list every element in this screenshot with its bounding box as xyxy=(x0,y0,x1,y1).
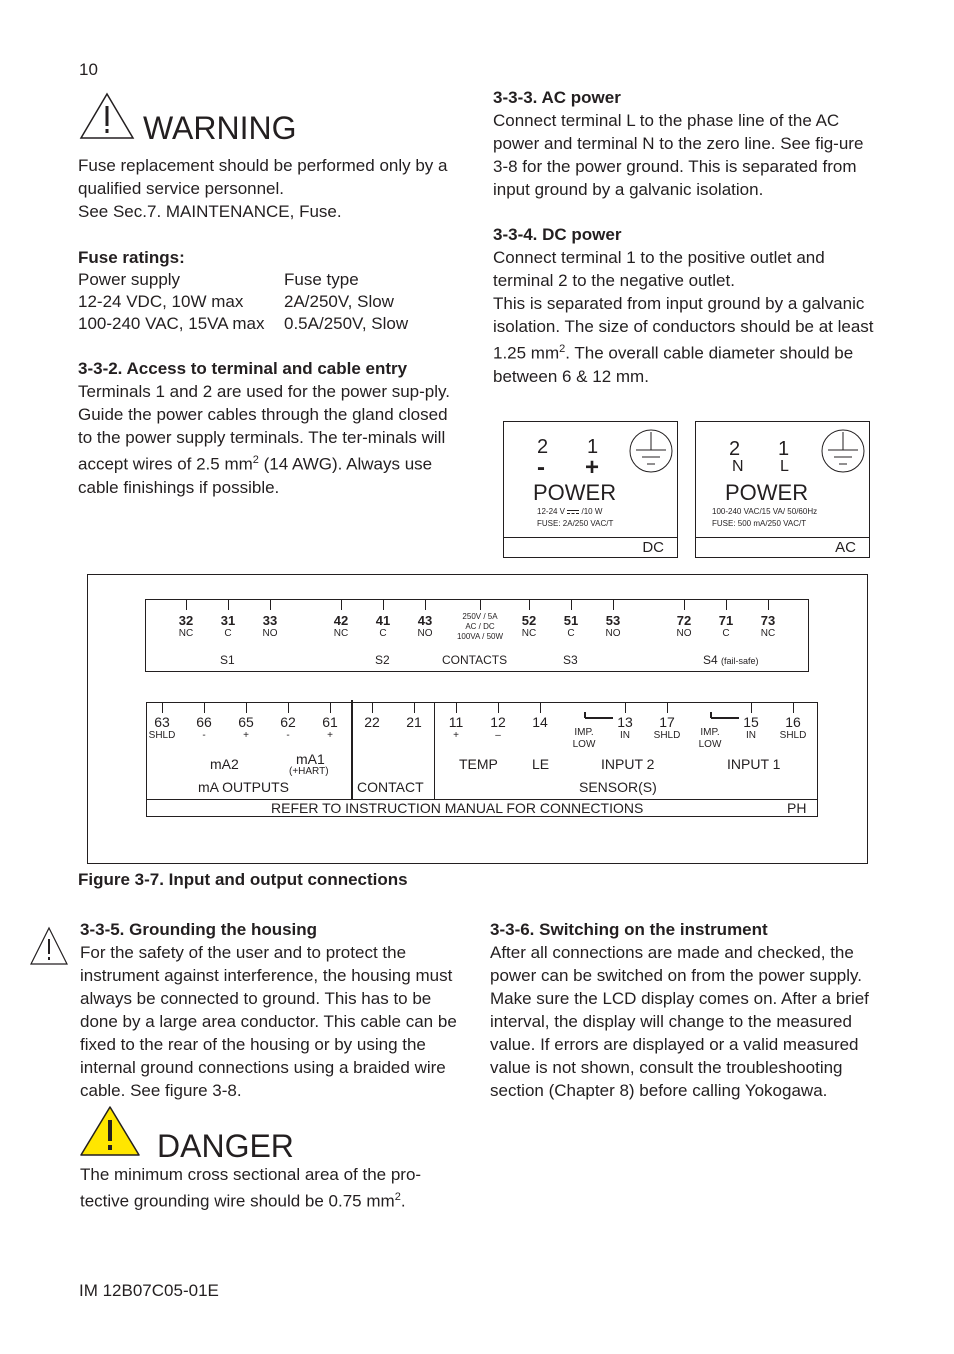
s332-text-a: Terminals 1 and 2 are used for the power sup-ply. Guide the power cables through the gland closed to the power supply terminals. The ter-minals will accept wires of 2.5 mm xyxy=(78,382,450,474)
refer-label: REFER TO INSTRUCTION MANUAL FOR CONNECTIONS xyxy=(271,800,644,816)
dc-label: DC xyxy=(642,539,664,556)
input2-imp-low xyxy=(569,727,599,751)
imp-label: IMP. xyxy=(700,727,720,738)
relay-s2: S2 xyxy=(375,653,390,667)
s334-heading: 3-3-4. DC power xyxy=(493,225,622,244)
io-terminal-number: 13 xyxy=(617,714,633,730)
ac-terminal-1: 1 xyxy=(778,438,790,460)
io-terminal-label: - xyxy=(202,730,206,741)
io-terminal xyxy=(476,714,520,741)
io-terminal-label: SHLD xyxy=(148,730,176,741)
io-terminal-number: 12 xyxy=(490,714,506,730)
dc-terminal-2: 2 xyxy=(537,436,549,458)
io-terminal xyxy=(392,714,436,730)
relay-terminal-label: NO xyxy=(262,628,278,639)
ma2-label: mA2 xyxy=(210,756,239,772)
dc-terminal-1: 1 xyxy=(587,436,599,458)
superscript: 2 xyxy=(394,1191,401,1203)
relay-terminal xyxy=(405,613,445,639)
dc-spec xyxy=(537,507,602,517)
fuse-header-type: Fuse type xyxy=(284,270,359,289)
relay-terminal-label: NO xyxy=(417,628,433,639)
fuse-cell: 12-24 VDC, 10W max xyxy=(78,292,244,311)
io-terminal xyxy=(350,714,394,730)
table-row xyxy=(78,291,408,313)
dc-spec-watt: /10 W xyxy=(579,507,603,516)
contact-label: CONTACT xyxy=(357,779,424,795)
s333-text: Connect terminal L to the phase line of the AC power and terminal N to the zero line. See fig-ure 3-8 for the power ground. This is separated from input ground by a galvanic isolation. xyxy=(493,111,864,199)
ac-neutral: N xyxy=(732,458,744,475)
relay-terminal-number: 41 xyxy=(375,613,391,628)
relay-terminal-number: 42 xyxy=(333,613,349,628)
relay-terminal-label: C xyxy=(224,628,232,639)
relay-terminal-label: C xyxy=(379,628,387,639)
fuse-cell: 100-240 VAC, 15VA max xyxy=(78,314,265,333)
danger-triangle-icon xyxy=(79,1105,141,1157)
ac-power-title: POWER xyxy=(725,480,809,505)
warning-see: See Sec.7. MAINTENANCE, Fuse. xyxy=(78,202,342,221)
s334-text2 xyxy=(493,292,878,388)
io-terminal-number: 66 xyxy=(196,714,212,730)
fuse-heading: Fuse ratings: xyxy=(78,248,185,267)
io-terminal xyxy=(308,714,352,741)
low-label: LOW xyxy=(572,739,596,750)
io-terminal-number: 63 xyxy=(154,714,170,730)
relay-terminal-number: 53 xyxy=(605,613,621,628)
relay-terminal-label: NO xyxy=(605,628,621,639)
io-terminal-label: – xyxy=(495,730,501,741)
relay-s3: S3 xyxy=(563,653,578,667)
s336-heading: 3-3-6. Switching on the instrument xyxy=(490,920,768,939)
dc-spec-voltage: 12-24 V xyxy=(537,507,566,516)
temp-label: TEMP xyxy=(459,756,498,772)
s333-heading: 3-3-3. AC power xyxy=(493,88,621,107)
relay-terminal-number: 72 xyxy=(676,613,692,628)
relay-terminal-number: 43 xyxy=(417,613,433,628)
io-terminal-number: 61 xyxy=(322,714,338,730)
io-terminal xyxy=(182,714,226,741)
io-terminal-number: 14 xyxy=(532,714,548,730)
relay-rating-line: 250V / 5A xyxy=(462,612,498,621)
fuse-cell: 0.5A/250V, Slow xyxy=(284,314,409,333)
fuse-header-supply: Power supply xyxy=(78,270,181,289)
ma-outputs-label: mA OUTPUTS xyxy=(198,779,290,795)
ma1-label: mA1 xyxy=(296,751,325,767)
io-terminal-number: 16 xyxy=(785,714,801,730)
relay-terminal-label: NC xyxy=(521,628,537,639)
le-label: LE xyxy=(532,756,550,772)
s336-text: After all connections are made and checked, the power can be switched on from the power supply. Make sure the LCD display comes on. After a brief interval, the display will change to the measured value. If errors are displayed or a valid measured value is not shown, consult the troubleshooting section (Chapter 8) before calling Yokogawa. xyxy=(490,943,869,1100)
ac-fuse: FUSE: 500 mA/250 VAC/T xyxy=(712,519,807,528)
s335-text: For the safety of the user and to protect the instrument against interference, the housing must always be connected to ground. This has to be done by a large area conductor. This cable can be fixed to the rear of the housing or by using the internal ground connections using a braided wire cable. See figure 3-8. xyxy=(80,943,457,1100)
io-terminal-number: 21 xyxy=(406,714,422,730)
relay-terminal-number: 52 xyxy=(521,613,537,628)
dc-power-title: POWER xyxy=(533,480,617,505)
relay-terminal-label: NC xyxy=(178,628,194,639)
io-terminal-label: IN xyxy=(620,730,630,741)
danger-text xyxy=(80,1163,465,1213)
relay-rating xyxy=(446,612,514,642)
superscript: 2 xyxy=(252,454,259,466)
low-label: LOW xyxy=(698,739,722,750)
relay-terminal xyxy=(321,613,361,639)
danger-text-b: . xyxy=(400,1191,406,1211)
io-terminal-label: + xyxy=(327,730,333,741)
dc-plus: + xyxy=(585,454,600,481)
relay-terminal-number: 51 xyxy=(563,613,579,628)
relay-terminal-label: C xyxy=(567,628,575,639)
relay-terminal xyxy=(250,613,290,639)
relay-s4-label: S4 xyxy=(703,653,718,667)
superscript: 2 xyxy=(559,343,566,355)
relay-terminal-number: 32 xyxy=(178,613,194,628)
relay-terminal xyxy=(593,613,633,639)
io-terminal xyxy=(140,714,184,741)
relay-terminal xyxy=(706,613,746,639)
io-terminal-label: + xyxy=(243,730,249,741)
relay-terminal xyxy=(208,613,248,639)
dc-fuse: FUSE: 2A/250 VAC/T xyxy=(537,519,614,528)
relay-terminal-number: 33 xyxy=(262,613,278,628)
io-terminal-number: 62 xyxy=(280,714,296,730)
io-terminal-label: - xyxy=(286,730,290,741)
input1-label: INPUT 1 xyxy=(727,756,781,772)
ground-icon xyxy=(628,428,674,474)
io-terminal-number: 11 xyxy=(448,714,464,730)
io-terminal-label: SHLD xyxy=(653,730,681,741)
ac-power-label xyxy=(695,421,870,558)
warning-title: WARNING xyxy=(143,110,297,146)
ph-label: PH xyxy=(787,800,807,816)
warning-triangle-icon xyxy=(29,926,69,966)
fuse-cell: 2A/250V, Slow xyxy=(284,292,394,311)
table-row xyxy=(78,313,408,335)
relay-s1: S1 xyxy=(220,653,235,667)
io-terminal xyxy=(645,714,689,741)
relay-terminal-label: NC xyxy=(760,628,776,639)
io-terminal-label: + xyxy=(453,730,459,741)
input1-imp-low xyxy=(695,727,725,751)
io-terminal xyxy=(434,714,478,741)
document-id: IM 12B07C05-01E xyxy=(79,1281,219,1300)
relay-terminal-number: 73 xyxy=(760,613,776,628)
relay-rating-line: 100VA / 50W xyxy=(456,632,504,641)
io-terminal-number: 15 xyxy=(743,714,759,730)
danger-title: DANGER xyxy=(157,1128,294,1164)
relay-contacts: CONTACTS xyxy=(442,653,508,667)
relay-terminal-label: NC xyxy=(333,628,349,639)
relay-terminal xyxy=(664,613,704,639)
ground-icon xyxy=(820,428,866,474)
warning-triangle-icon xyxy=(79,92,135,140)
sensors-label: SENSOR(S) xyxy=(579,779,657,795)
io-terminal xyxy=(266,714,310,741)
ac-label: AC xyxy=(835,539,856,556)
io-terminal xyxy=(771,714,815,741)
s332-heading: 3-3-2. Access to terminal and cable entry xyxy=(78,359,408,378)
io-terminal xyxy=(518,714,562,730)
figure-caption: Figure 3-7. Input and output connections xyxy=(78,870,408,889)
warning-text: Fuse replacement should be performed only by a qualified service personnel. xyxy=(78,156,448,198)
input2-label: INPUT 2 xyxy=(601,756,655,772)
relay-terminal-number: 31 xyxy=(220,613,236,628)
ac-spec: 100-240 VAC/15 VA/ 50/60Hz xyxy=(712,507,818,516)
dc-minus: - xyxy=(537,454,545,481)
danger-text-a: The minimum cross sectional area of the pro-tective grounding wire should be 0.75 mm xyxy=(80,1165,422,1211)
ac-terminal-2: 2 xyxy=(729,438,741,460)
s334-text2-a: This is separated from input ground by a galvanic isolation. The size of conductors should be at least 1.25 mm xyxy=(493,294,874,363)
s332-text xyxy=(78,380,463,499)
relay-terminal xyxy=(509,613,549,639)
relay-terminal-label: NO xyxy=(676,628,692,639)
relay-rating-line: AC / DC xyxy=(465,622,495,631)
s334-text1: Connect terminal 1 to the positive outlet and terminal 2 to the negative outlet. xyxy=(493,248,825,290)
io-terminal-label: IN xyxy=(746,730,756,741)
page-number: 10 xyxy=(79,60,98,79)
dc-symbol-icon xyxy=(567,510,579,514)
hart-label: (+HART) xyxy=(289,766,329,777)
io-terminal-label: SHLD xyxy=(779,730,807,741)
io-terminal-number: 65 xyxy=(238,714,254,730)
relay-failsafe: (fail-safe) xyxy=(721,656,759,666)
relay-terminal xyxy=(551,613,591,639)
relay-terminal-label: C xyxy=(722,628,730,639)
fuse-table xyxy=(78,269,408,335)
io-terminal-number: 22 xyxy=(364,714,380,730)
s332-text-b: (14 AWG). Always use cable finishings if possible. xyxy=(78,454,433,497)
dc-power-label xyxy=(503,421,678,558)
io-terminal-number: 17 xyxy=(659,714,675,730)
imp-label: IMP. xyxy=(574,727,594,738)
relay-terminal xyxy=(363,613,403,639)
relay-s4 xyxy=(703,653,759,667)
relay-terminal xyxy=(748,613,788,639)
s334-text2-b: . The overall cable diameter should be between 6 & 12 mm. xyxy=(493,343,854,386)
relay-terminal xyxy=(166,613,206,639)
relay-terminal-number: 71 xyxy=(718,613,734,628)
s335-heading: 3-3-5. Grounding the housing xyxy=(80,920,318,939)
ac-line: L xyxy=(780,458,789,475)
io-terminal xyxy=(224,714,268,741)
